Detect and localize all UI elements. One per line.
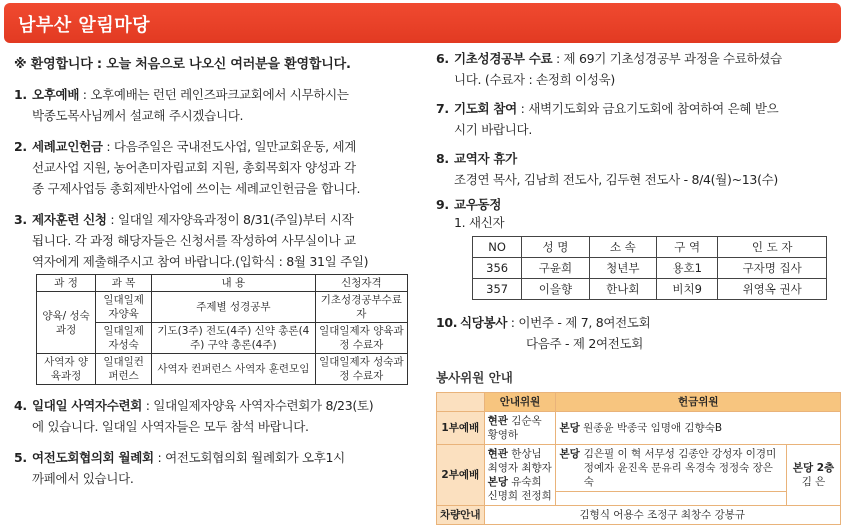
item-text: : 제 69기 기초성경공부 과정을 수료하셨습 [552,51,782,66]
table-row [473,258,827,279]
notice-item-9 [436,196,841,232]
table-header: 신청자격 [315,275,407,292]
table-cell: 기도(3주) 전도(4주) 신약 총론(4주) 구약 총론(4주) [152,323,316,354]
service-title: 봉사위원 안내 [436,370,513,385]
welcome-text: ※ 환영합니다 : 오늘 처음으로 나오신 여러분을 환영합니다. [14,57,351,72]
row-label: 1부예배 [437,412,485,445]
item-cont: 다음주 - 제 2여전도회 [526,336,644,351]
notice-item-5 [14,447,424,489]
table-header: 안내위원 [484,393,556,412]
place-label: 본당 [487,476,508,488]
item-title: 식당봉사 [460,315,508,330]
item-cont: 박종도목사님께서 설교해 주시겠습니다. [32,108,244,123]
item-number: 3. [14,212,27,227]
table-header: 헌금위원 [556,393,841,412]
notice-item-2 [14,136,424,199]
item-title: 제자훈련 신청 [32,212,107,227]
table-header: 내 용 [152,275,316,292]
header-bar [4,3,841,43]
table-header: 과 정 [37,275,96,292]
page-title: 남부산 알림마당 [18,15,150,36]
item-cont: 시기 바랍니다. [454,122,532,137]
table-cell: 일대일제자 양육과정 수료자 [315,323,407,354]
item-title: 일대일 사역자수련회 [32,398,143,413]
notice-item-8 [436,148,841,190]
table-cell: 청년부 [589,258,656,279]
item-title: 기초성경공부 수료 [454,51,553,66]
names: 김순옥 황영하 [487,415,542,441]
item-text: : 오후예배는 런던 레인즈파크교회에서 시무하시는 [79,87,349,102]
item-title: 교역자 휴가 [454,151,517,166]
table-cell: 주제별 성경공부 [152,292,316,323]
table-cell: 양육/ 성숙과정 [37,292,96,354]
names: 김 은 [801,476,826,488]
table-cell [556,412,841,445]
item-cont: 에 있습니다. 일대일 사역자들은 모두 참석 바랍니다. [32,419,309,434]
table-header-row [37,275,408,292]
right-column [436,48,841,525]
item-number: 9. [436,197,449,212]
table-header: NO [473,237,522,258]
notice-item-3 [14,209,424,272]
table-cell [556,445,786,492]
table-cell [484,412,556,445]
table-header: 소 속 [589,237,656,258]
notice-item-4 [14,395,424,437]
place-label: 본당 2층 [792,462,835,474]
notice-item-7 [436,98,841,140]
item-number: 6. [436,51,449,66]
names: 한상님 최영자 최향자 [487,448,552,474]
item-number: 5. [14,450,27,465]
item-cont: 선교사업 지원, 농어촌미자립교회 지원, 총회목회자 양성과 각 [32,160,356,175]
notice-item-10 [436,312,841,354]
item-cont: 조경연 목사, 김남희 전도사, 김두현 전도사 - 8/4(월)~13(수) [454,172,779,187]
table-cell: 사역자 양육과정 [37,354,96,385]
item-title: 기도회 참여 [454,101,517,116]
item-number: 1. [14,87,27,102]
table-cell: 용호1 [657,258,718,279]
item-cont: 니다. (수료자 : 손정희 이성욱) [454,72,615,87]
table-cell: 구윤희 [522,258,589,279]
table-cell: 일대일컨퍼런스 [96,354,152,385]
table-header-row [437,393,841,412]
table-row [473,279,827,300]
place-label: 본당 [559,448,580,460]
item-text: : 새벽기도회와 금요기도회에 참여하여 은혜 받으 [516,101,779,116]
item-text: : 다음주일은 국내전도사업, 일만교회운동, 세계 [102,139,357,154]
left-column [14,48,424,499]
table-cell: 이을향 [522,279,589,300]
table-header: 인 도 자 [718,237,827,258]
item-cont: 1. 새신자 [454,215,505,230]
item-number: 8. [436,151,449,166]
place-label: 현관 [487,448,508,460]
table-header: 과 목 [96,275,152,292]
table-header-row [473,237,827,258]
item-number: 4. [14,398,27,413]
item-cont: 됩니다. 각 과정 해당자들은 신청서를 작성하여 사무실이나 교 [32,233,356,248]
table-header-blank [437,393,485,412]
new-member-table [472,236,827,300]
names: 원종윤 박종국 임명애 김향숙B [583,422,723,434]
item-number: 2. [14,139,27,154]
names: 유숙희 신명희 전정희 [487,476,552,502]
table-cell: 일대일제자성숙 [96,323,152,354]
item-text: : 일대일제자양육 사역자수련회가 8/23(토) [142,398,374,413]
item-cont2: 종 구제사업등 총회제반사업에 쓰이는 세례교인헌금을 합니다. [32,181,361,196]
table-cell [484,445,556,506]
table-row [437,412,841,445]
item-text: : 여전도회협의회 월례회가 오후1시 [153,450,345,465]
place-label: 현관 [487,415,508,427]
row-label: 2부예배 [437,445,485,506]
item-title: 오후예배 [32,87,80,102]
item-cont: 까페에서 있습니다. [32,471,134,486]
table-cell: 비치9 [657,279,718,300]
table-cell: 위영옥 권사 [718,279,827,300]
training-table [36,274,408,385]
notice-item-1 [14,84,424,126]
table-cell [787,445,841,506]
row-label: 차량안내 [437,506,485,525]
table-cell: 구자명 집사 [718,258,827,279]
table-cell: 김형식 어용수 조정구 최창수 강봉규 [484,506,840,525]
table-cell: 일대일제자양육 [96,292,152,323]
item-cont2: 역자에게 제출해주시고 참여 바랍니다.(입학식 : 8월 31일 주일) [32,254,369,269]
item-text: : 일대일 제자양육과정이 8/31(주일)부터 시작 [106,212,354,227]
table-header: 구 역 [657,237,718,258]
service-table [436,392,841,525]
table-cell: 356 [473,258,522,279]
place-label: 본당 [559,422,580,434]
item-number: 7. [436,101,449,116]
table-cell: 기초성경공부수료자 [315,292,407,323]
table-cell: 일대일제자 성숙과정 수료자 [315,354,407,385]
item-title: 교우동정 [454,197,502,212]
item-text: : 이번주 - 제 7, 8여전도회 [507,315,651,330]
notice-item-6 [436,48,841,90]
table-header: 성 명 [522,237,589,258]
table-cell: 사역자 컨퍼런스 사역자 훈련모임 [152,354,316,385]
table-cell: 한나회 [589,279,656,300]
table-row [37,292,408,323]
table-row [437,445,841,506]
table-cell: 357 [473,279,522,300]
item-title: 여전도회협의회 월례회 [32,450,154,465]
table-row [437,506,841,525]
names: 김은필 이 혁 서무성 김종안 강성자 이경미 정예자 윤진옥 문유리 옥경숙 정정숙 장은숙 [583,448,777,488]
table-row [37,354,408,385]
item-number: 10. [436,315,458,330]
item-title: 세례교인헌금 [32,139,103,154]
